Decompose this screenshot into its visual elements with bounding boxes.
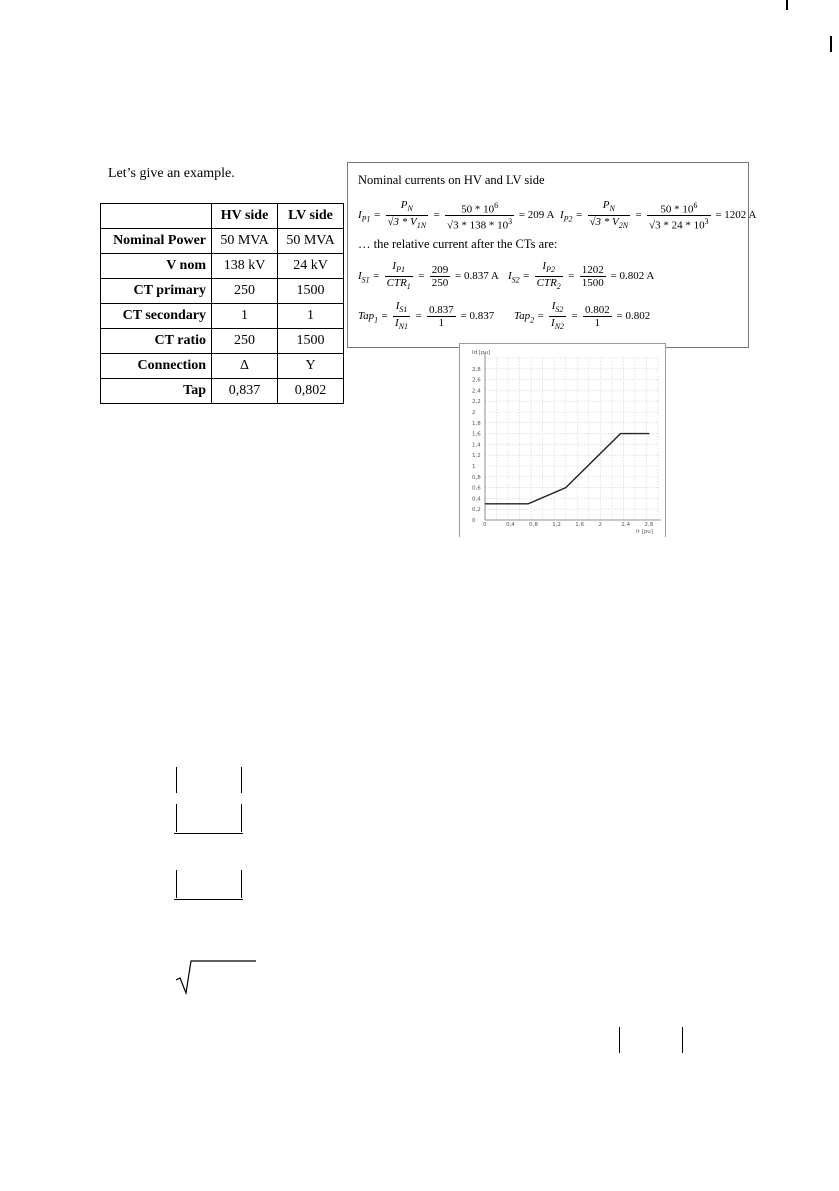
equation-ip1: $I_{P1}$ = $\frac{P_N}{√3 * V_{1N}}$ = $\frac{50 * 10^6}{√3 * 138 * 10^3}$ = 209 A [358,199,555,232]
y-tick-label: 2,6 [472,377,481,384]
frac-num: 50 * 10 [660,203,694,216]
eq-lhs-sub: S1 [361,275,370,285]
fraction [647,200,711,232]
abs-bar-right [241,804,242,832]
lv-value: 1500 [278,279,344,304]
frac-num: 1202 [581,264,604,277]
fraction-rule [174,833,243,834]
eq-lhs-sub: P2 [563,214,573,224]
frac-den: √3 * V [589,216,619,229]
y-tick-label: 1 [472,464,476,470]
frac-den-sub: 1 [406,282,411,292]
frac-num: 209 [431,264,449,277]
frac-den: 1 [594,317,601,330]
frac-den: CTR [386,277,407,290]
y-tick-label: 0,4 [472,496,481,503]
table-row [101,279,344,304]
ct-parameters-table [100,203,344,404]
y-tick-label: 1,4 [472,442,481,449]
hv-value: 250 [212,329,278,354]
table-row [101,304,344,329]
y-tick-label: 1,2 [472,453,481,460]
x-tick-label: 0 [483,522,487,528]
fraction [427,304,456,329]
row-label: V nom [101,254,212,279]
y-tick-label: 2,8 [472,366,481,373]
fraction [393,300,410,333]
y-tick-label: 2,2 [472,399,481,406]
lv-value: 50 MVA [278,229,344,254]
hv-value: 50 MVA [212,229,278,254]
y-tick-label: 2 [472,410,476,416]
frac-num: 50 * 10 [461,203,495,216]
fraction [588,199,631,232]
differential-characteristic-chart [459,343,666,537]
intro-text: Let’s give an example. [108,166,235,181]
abs-bar-right [241,870,242,898]
sqrt-symbol [174,958,258,998]
abs-bar-left [176,804,177,832]
equation-tap2: Tap$_2$ = $\frac{I_{S2}}{I_{N2}}$ = $\frac{0.802}{1}$ = 0.802 [514,300,651,332]
abs-bar-left [619,1027,620,1053]
fraction [549,300,566,333]
lv-value: 1 [278,304,344,329]
fraction [430,264,451,289]
lv-value: Y [278,354,344,379]
frac-num: I [551,300,556,312]
frac-den: 250 [431,277,449,290]
x-tick-label: 2,8 [644,522,654,528]
table-row [101,354,344,379]
frac-num-sub: N [407,204,413,214]
eq-lhs: I [358,270,362,283]
frac-den: I [551,317,555,330]
frac-den-sub: N1 [398,322,409,332]
hv-value: 138 kV [212,254,278,279]
y-tick-label: 0,8 [472,474,481,481]
frac-num: 0.802 [585,304,610,317]
eq-result: = 1202 A [715,209,757,222]
table-row [101,329,344,354]
eq-lhs-sub: P1 [361,214,371,224]
x-tick-label: 2,4 [621,522,631,528]
formula-heading: Nominal currents on HV and LV side [358,173,545,187]
frac-num-sub: S1 [399,305,408,315]
fraction [580,264,606,289]
x-tick-label: 0,4 [506,522,515,528]
frac-num: 0.837 [429,304,454,317]
frac-den-sub: 2N [618,221,629,231]
page-edge-mark-top [786,0,788,10]
eq-result: = 0.802 A [610,270,655,283]
y-tick-label: 1,8 [472,420,481,427]
fraction [583,304,612,329]
frac-num-sub: S2 [555,305,564,315]
frac-den: √3 * 24 * 10 [649,219,705,232]
eq-lhs: I [560,209,564,222]
y-tick-label: 0,2 [472,507,481,514]
eq-result: = 0.837 [460,310,495,323]
lv-value: 24 kV [278,254,344,279]
table-header-empty [101,204,212,229]
frac-num: P [400,199,408,211]
table-header-lv: LV side [278,204,344,229]
frac-num-sub: P1 [396,265,405,275]
frac-den: √3 * 138 * 10 [447,219,509,232]
x-tick-label: 2 [598,522,602,528]
eq-lhs: I [358,209,362,222]
eq-result: = 0.837 A [454,270,499,283]
frac-den-sup: 3 [704,217,709,227]
equation-tap1: Tap$_1$ = $\frac{I_{S1}}{I_{N1}}$ = $\frac{0.837}{1}$ = 0.837 [358,300,495,332]
frac-den-sub: 2 [556,282,561,292]
lv-value: 1500 [278,329,344,354]
eq-lhs: Tap [358,310,375,323]
row-label: Connection [101,354,212,379]
abs-bar-left [176,767,177,793]
fraction [445,200,514,232]
row-label: CT primary [101,279,212,304]
row-label: Tap [101,379,212,404]
fraction [535,260,563,293]
hv-value: 0,837 [212,379,278,404]
frac-num-sup: 6 [693,200,698,210]
frac-den: I [395,317,399,330]
x-axis-label: Ir [pu] [636,529,653,535]
frac-num: P [602,199,610,211]
table-header-hv: HV side [212,204,278,229]
table-row [101,229,344,254]
x-tick-label: 1,6 [575,522,585,528]
hv-value: Δ [212,354,278,379]
equation-is1: $I_{S1}$ = $\frac{I_{P1}}{CTR_1}$ = $\frac{209}{250}$ = 0.837 A [358,260,499,292]
y-tick-label: 1,6 [472,431,481,438]
eq-lhs-sub: S2 [511,275,520,285]
abs-bar-right [241,767,242,793]
y-axis-label: Id [pu] [472,350,491,356]
row-label: CT ratio [101,329,212,354]
relative-current-text: … the relative current after the CTs are: [358,237,558,251]
frac-num: I [392,260,397,272]
hv-value: 1 [212,304,278,329]
frac-den: √3 * V [387,216,417,229]
page-edge-mark-right [830,36,832,52]
chart-svg [460,344,665,537]
y-tick-label: 0 [472,518,476,524]
x-tick-label: 0,8 [529,522,538,528]
frac-den: 1 [438,317,445,330]
frac-num-sup: 6 [494,200,499,210]
frac-den: 1500 [581,277,604,290]
table-row [101,379,344,404]
frac-den: CTR [536,277,557,290]
eq-lhs: Tap [514,310,531,323]
eq-result: = 0.802 [616,310,651,323]
table-header-row [101,204,344,229]
eq-lhs-sub: 1 [374,315,379,325]
y-tick-label: 0,6 [472,485,481,492]
abs-bar-right [682,1027,683,1053]
frac-den-sup: 3 [508,217,513,227]
equation-is2: $I_{S2}$ = $\frac{I_{P2}}{CTR_2}$ = $\frac{1202}{1500}$ = 0.802 A [508,260,655,292]
fraction [385,260,413,293]
abs-bar-left [176,870,177,898]
y-tick-label: 2,4 [472,388,481,395]
formula-box [347,162,757,348]
frac-num: I [542,260,547,272]
table-row [101,254,344,279]
eq-lhs-sub: 2 [530,315,535,325]
hv-value: 250 [212,279,278,304]
frac-num-sub: P2 [546,265,555,275]
frac-num-sub: N [609,204,615,214]
lv-value: 0,802 [278,379,344,404]
eq-result: = 209 A [518,209,555,222]
x-tick-label: 1,2 [552,522,561,528]
equation-ip2: $I_{P2}$ = $\frac{P_N}{√3 * V_{2N}}$ = $\frac{50 * 10^6}{√3 * 24 * 10^3}$ = 1202 A [560,199,757,232]
row-label: Nominal Power [101,229,212,254]
frac-num: I [395,300,400,312]
fraction [386,199,429,232]
fraction-rule [174,899,243,900]
frac-den-sub: N2 [554,322,565,332]
row-label: CT secondary [101,304,212,329]
eq-lhs: I [508,270,512,283]
frac-den-sub: 1N [416,221,427,231]
